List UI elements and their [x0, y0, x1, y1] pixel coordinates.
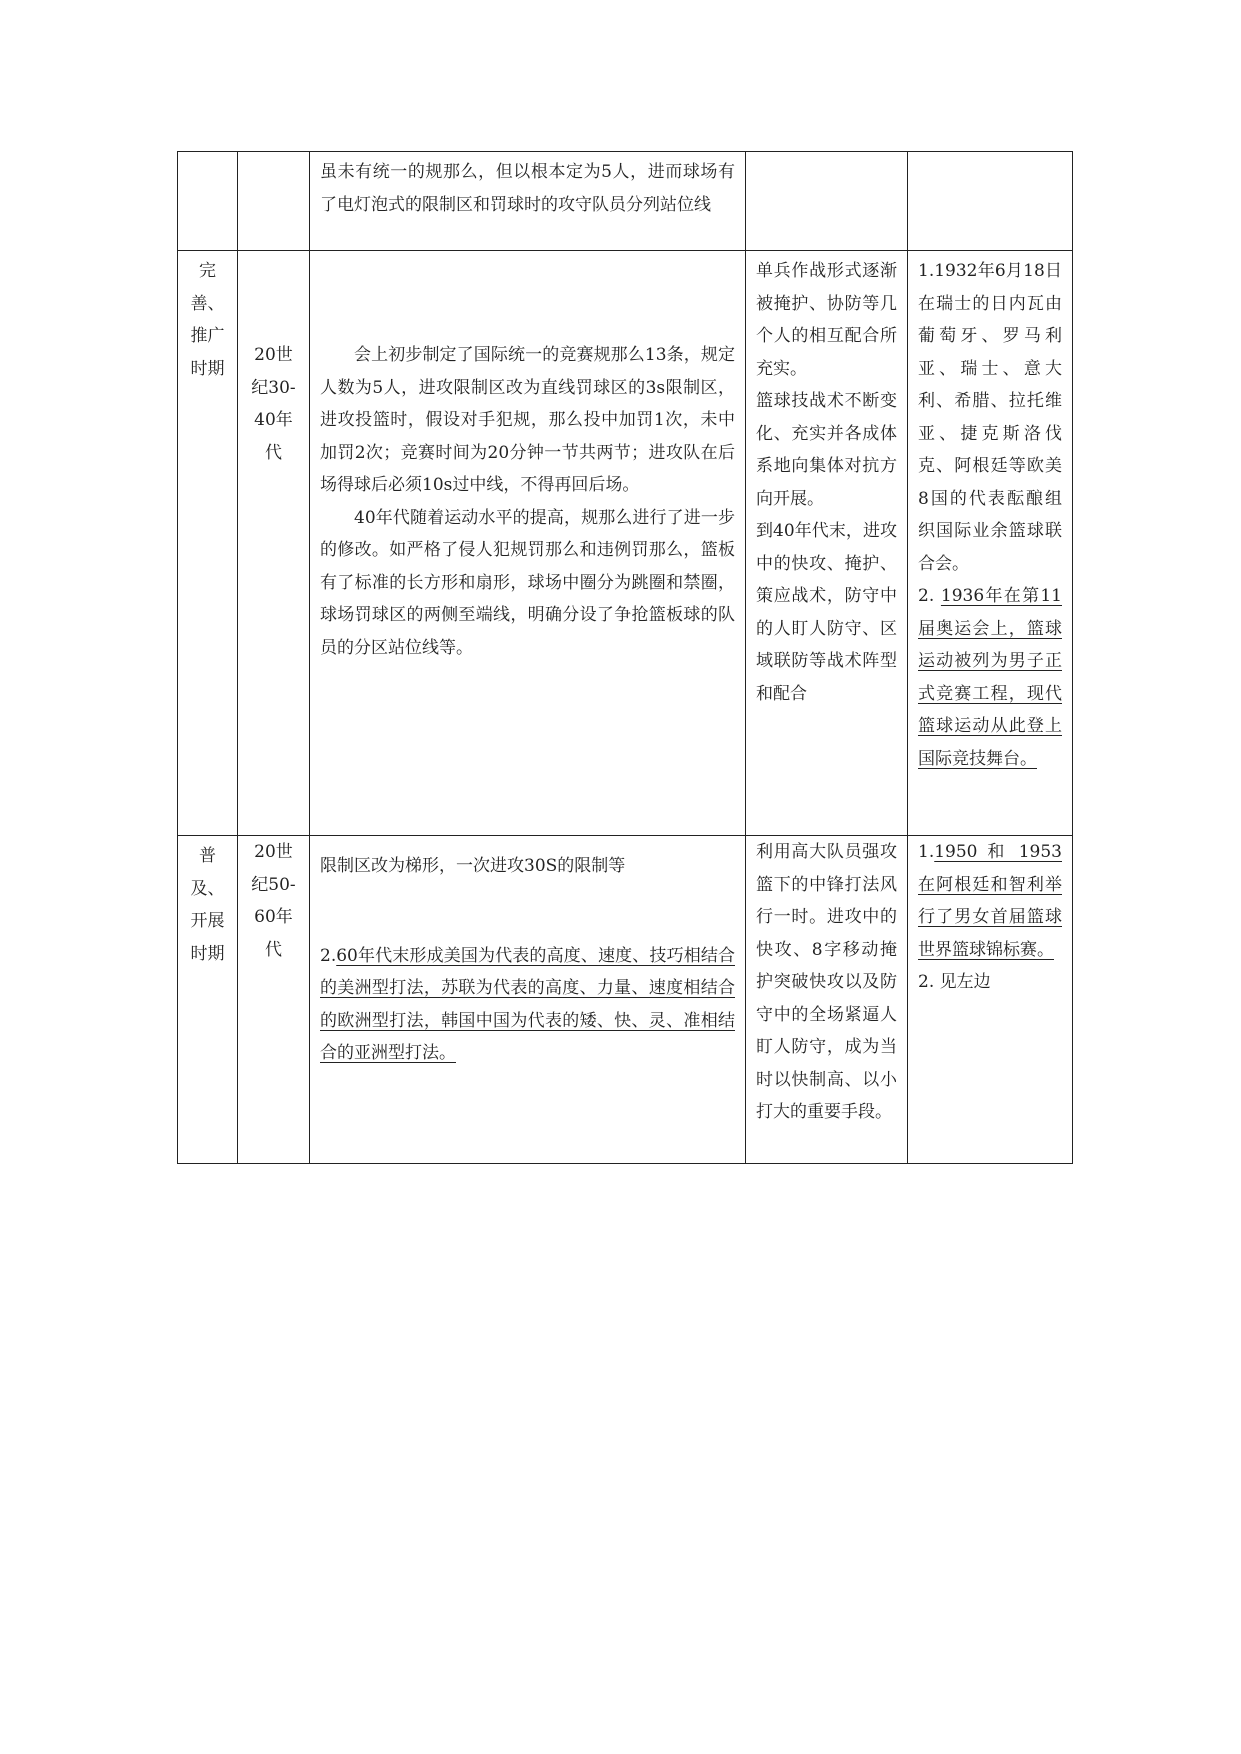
stage-label: 普及、开展时期 [190, 846, 225, 964]
era-label: 20世纪50-60年代 [251, 842, 296, 960]
rules-cell [310, 836, 746, 1164]
rules-cell [310, 152, 746, 251]
tactics-paragraph: 单兵作战形式逐渐被掩护、协防等几个人的相互配合所充实。 [756, 261, 897, 379]
rules-paragraph: 40年代随着运动水平的提高，规那么进行了进一步的修改。如严格了侵人犯规罚那么和违例罚那么，篮板有了标准的长方形和扇形，球场中圈分为跳圈和禁圈，球场罚球区的两侧至端线，明确分设了争抢篮板球的队员的分区站位线等。 [320, 507, 735, 658]
event-item: 2. 1936年在第11届奥运会上，篮球运动被列为男子正式竞赛工程，现代篮球运动从此登上国际竞技舞台。 [918, 586, 1062, 769]
rules-paragraph: 会上初步制定了国际统一的竞赛规那么13条，规定人数为5人，进攻限制区改为直线罚球区的3s限制区，进攻投篮时，假设对手犯规，那么投中加罚1次，未中加罚2次；竞赛时间为20分钟一节共两节；进攻队在后场得球后必须10s过中线，不得再回后场。 [320, 345, 735, 495]
event-item: 2. 见左边 [918, 972, 991, 992]
stage-cell [178, 836, 238, 1164]
rules-cell [310, 251, 746, 836]
era-cell [238, 152, 310, 251]
rules-paragraph: 虽未有统一的规那么，但以根本定为5人，进而球场有了电灯泡式的限制区和罚球时的攻守队员分列站位线 [320, 162, 735, 215]
stage-cell [178, 152, 238, 251]
tactics-cell [746, 251, 908, 836]
events-cell [908, 251, 1073, 836]
events-cell [908, 836, 1073, 1164]
tactics-cell [746, 836, 908, 1164]
rules-paragraph: 2.60年代末形成美国为代表的高度、速度、技巧相结合的美洲型打法，苏联为代表的高度、力量、速度相结合的欧洲型打法，韩国中国为代表的矮、快、灵、准相结合的亚洲型打法。 [320, 945, 735, 1063]
table-row [178, 836, 1073, 1164]
rules-paragraph: 限制区改为梯形，一次进攻30S的限制等 [320, 856, 626, 876]
tactics-paragraph: 篮球技战术不断变化、充实并各成体系地向集体对抗方向开展。 [756, 391, 897, 509]
event-item: 1.1932年6月18日在瑞士的日内瓦由葡萄牙、罗马利亚、瑞士、意大利、希腊、拉托维亚、捷克斯洛伐克、阿根廷等欧美8国的代表酝酿组织国际业余篮球联合会。 [918, 261, 1062, 574]
stage-label: 完善、推广时期 [190, 261, 225, 379]
era-cell [238, 251, 310, 836]
tactics-cell [746, 152, 908, 251]
table-row [178, 152, 1073, 251]
tactics-paragraph: 利用高大队员强攻篮下的中锋打法风行一时。进攻中的快攻、8字移动掩护突破快攻以及防守中的全场紧逼人盯人防守，成为当时以快制高、以小打大的重要手段。 [756, 842, 897, 1122]
table-row [178, 251, 1073, 836]
tactics-paragraph: 到40年代末，进攻中的快攻、掩护、策应战术，防守中的人盯人防守、区域联防等战术阵型和配合 [756, 521, 897, 704]
events-cell [908, 152, 1073, 251]
era-cell [238, 836, 310, 1164]
basketball-history-table [177, 151, 1073, 1164]
event-item: 1.1950 和 1953 在阿根廷和智利举行了男女首届篮球世界篮球锦标赛。 [918, 842, 1062, 960]
stage-cell [178, 251, 238, 836]
era-label: 20世纪30-40年代 [251, 345, 296, 463]
